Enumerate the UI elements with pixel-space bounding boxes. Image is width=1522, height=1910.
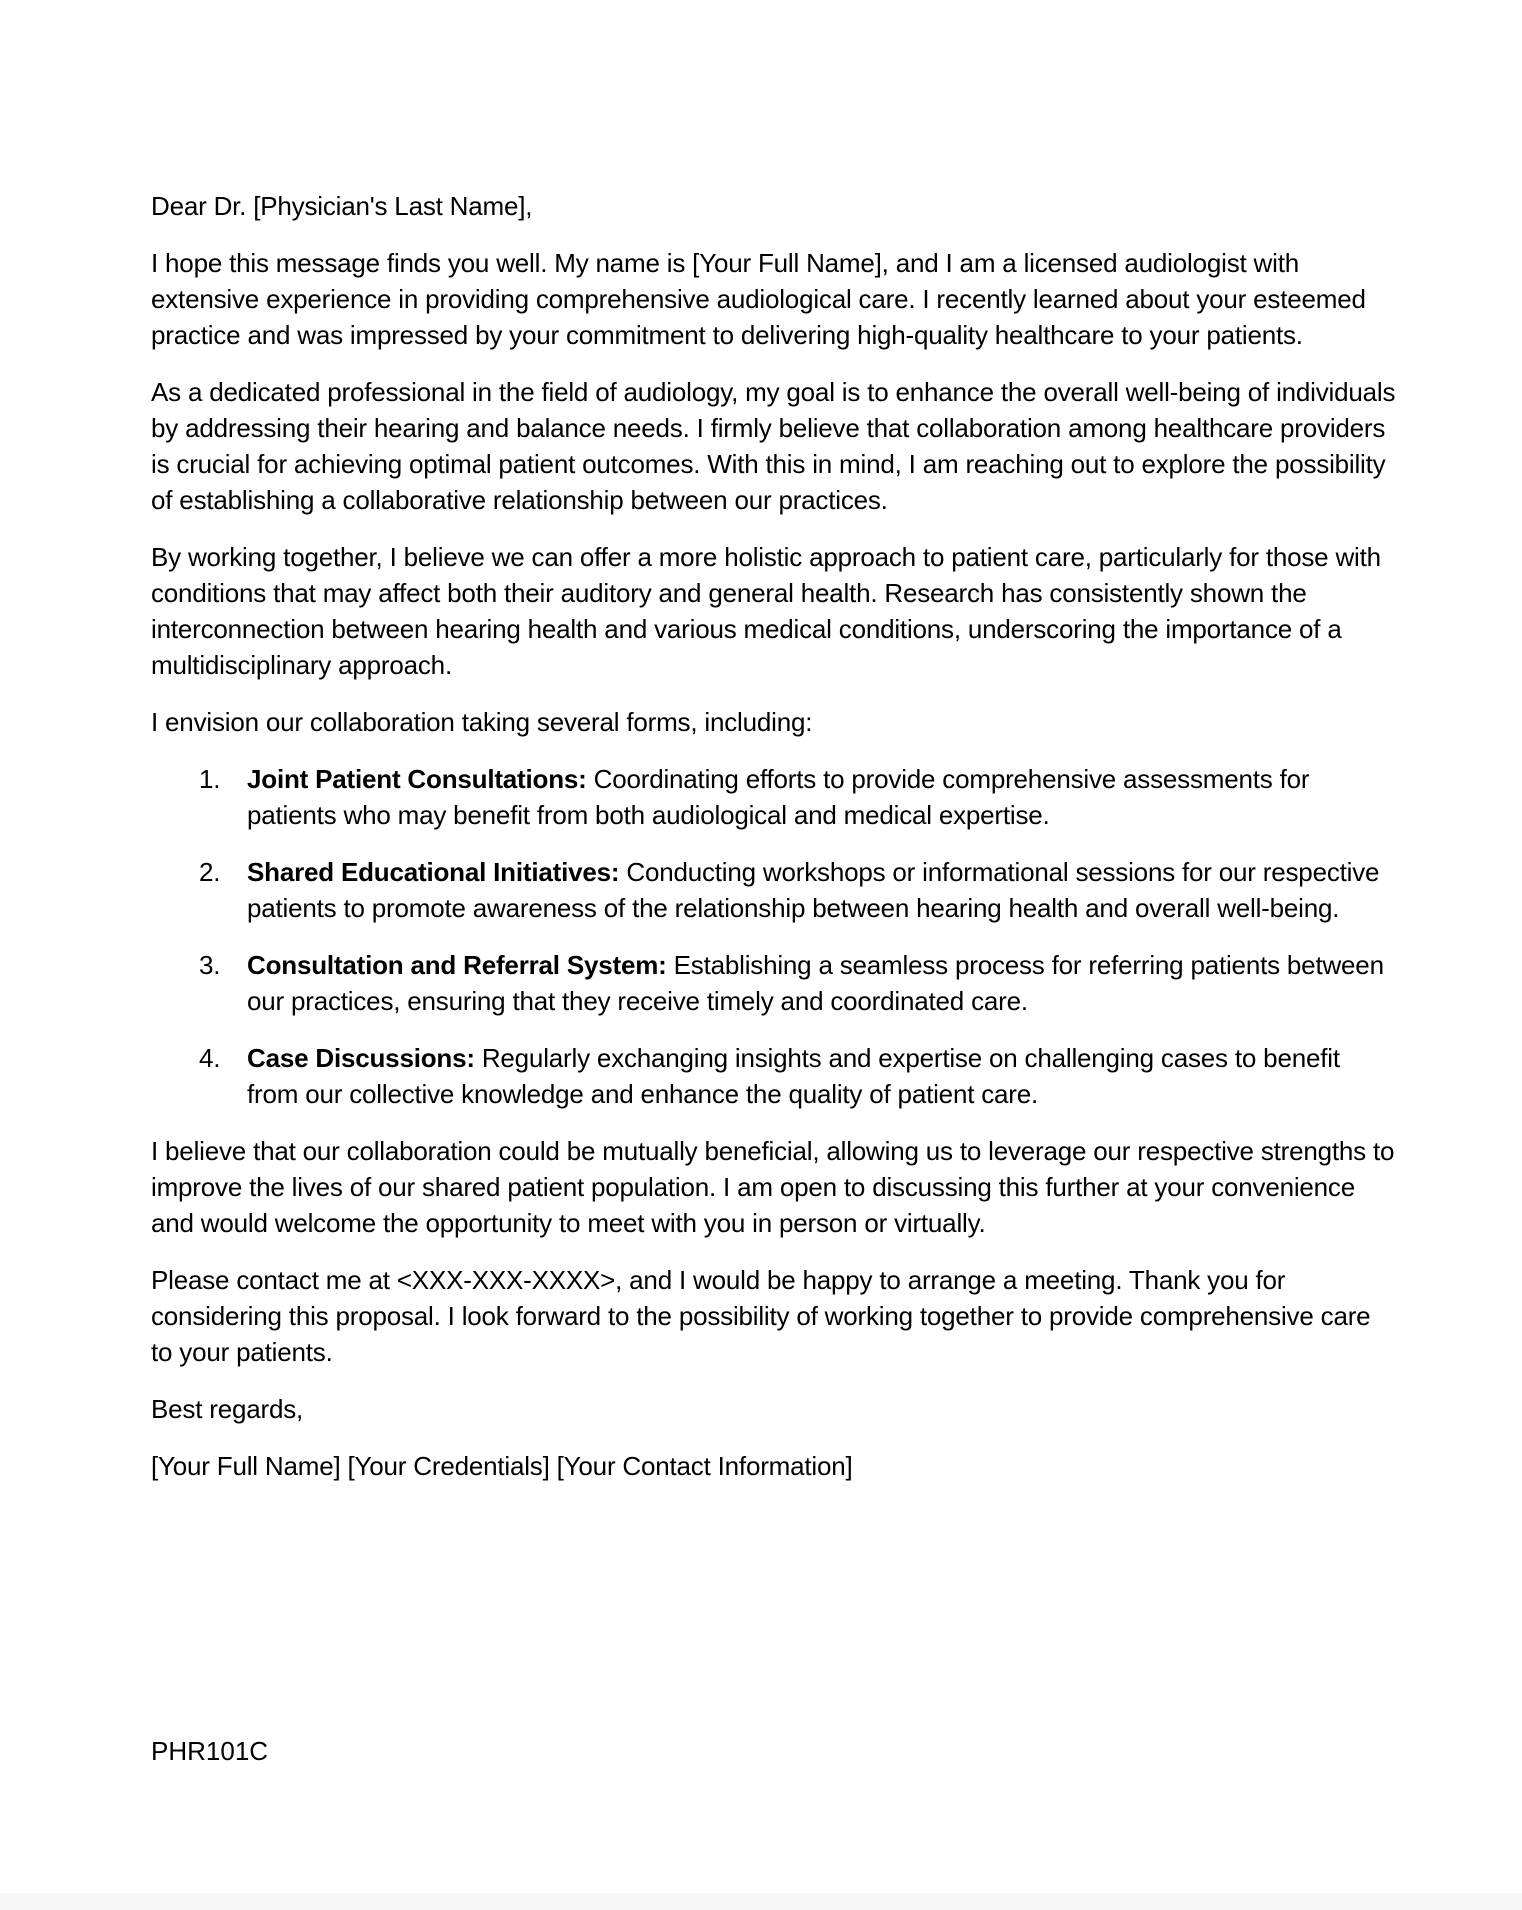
list-item-text: Establishing a seamless process for referring patients between our practices, ensuring that they receive timely and coordinated care. — [247, 950, 1384, 1016]
sign-off: Best regards, — [151, 1394, 304, 1424]
list-item-term: Consultation and Referral System: — [247, 950, 667, 980]
list-item-text: Coordinating efforts to provide comprehensive assessments for patients who may benefit from both audiological and medical expertise. — [247, 764, 1310, 830]
collaboration-forms-list — [151, 761, 1396, 1112]
list-item-term: Shared Educational Initiatives: — [247, 857, 620, 887]
paragraph-contact: Please contact me at <XXX-XXX-XXXX>, and I would be happy to arrange a meeting. Thank you for considering this proposal. I look forward to the possibility of working together to provide comprehensive care to your patients. — [151, 1265, 1371, 1367]
paragraph-benefit: I believe that our collaboration could be mutually beneficial, allowing us to leverage our respective strengths to improve the lives of our shared patient population. I am open to discussing this further at your convenience and would welcome the opportunity to meet with you in person or virtually. — [151, 1136, 1395, 1238]
paragraph-goal: As a dedicated professional in the field of audiology, my goal is to enhance the overall well-being of individuals by addressing their hearing and balance needs. I firmly believe that collaboration among healthcare providers is crucial for achieving optimal patient outcomes. With this in mind, I am reaching out to explore the possibility of establishing a collaborative relationship between our practices. — [151, 377, 1396, 515]
list-item-term: Case Discussions: — [247, 1043, 475, 1073]
paragraph-intro: I hope this message finds you well. My name is [Your Full Name], and I am a licensed audiologist with extensive experience in providing comprehensive audiological care. I recently learned about your esteemed practice and was impressed by your commitment to delivering high-quality healthcare to your patients. — [151, 248, 1366, 350]
letter-body — [151, 188, 1396, 1505]
list-item-number: 3. — [199, 950, 221, 980]
list-item-number: 4. — [199, 1043, 221, 1073]
list-item — [151, 761, 1396, 833]
page-bottom-edge — [0, 1893, 1522, 1910]
salutation: Dear Dr. [Physician's Last Name], — [151, 191, 533, 221]
list-item-text: Regularly exchanging insights and expertise on challenging cases to benefit from our collective knowledge and enhance the quality of patient care. — [247, 1043, 1340, 1109]
paragraph-holistic: By working together, I believe we can offer a more holistic approach to patient care, particularly for those with conditions that may affect both their auditory and general health. Research has consistently shown the interconnection between hearing health and various medical conditions, underscoring the importance of a multidisciplinary approach. — [151, 542, 1381, 680]
signature-block: [Your Full Name] [Your Credentials] [Your Contact Information] — [151, 1451, 853, 1481]
document-code: PHR101C — [151, 1736, 269, 1766]
list-item-number: 1. — [199, 764, 221, 794]
list-item-text: Conducting workshops or informational sessions for our respective patients to promote awareness of the relationship between hearing health and overall well-being. — [247, 857, 1380, 923]
list-item — [151, 854, 1396, 926]
list-item-number: 2. — [199, 857, 221, 887]
paragraph-list-intro: I envision our collaboration taking several forms, including: — [151, 707, 813, 737]
list-item — [151, 947, 1396, 1019]
list-item-term: Joint Patient Consultations: — [247, 764, 587, 794]
list-item — [151, 1040, 1396, 1112]
